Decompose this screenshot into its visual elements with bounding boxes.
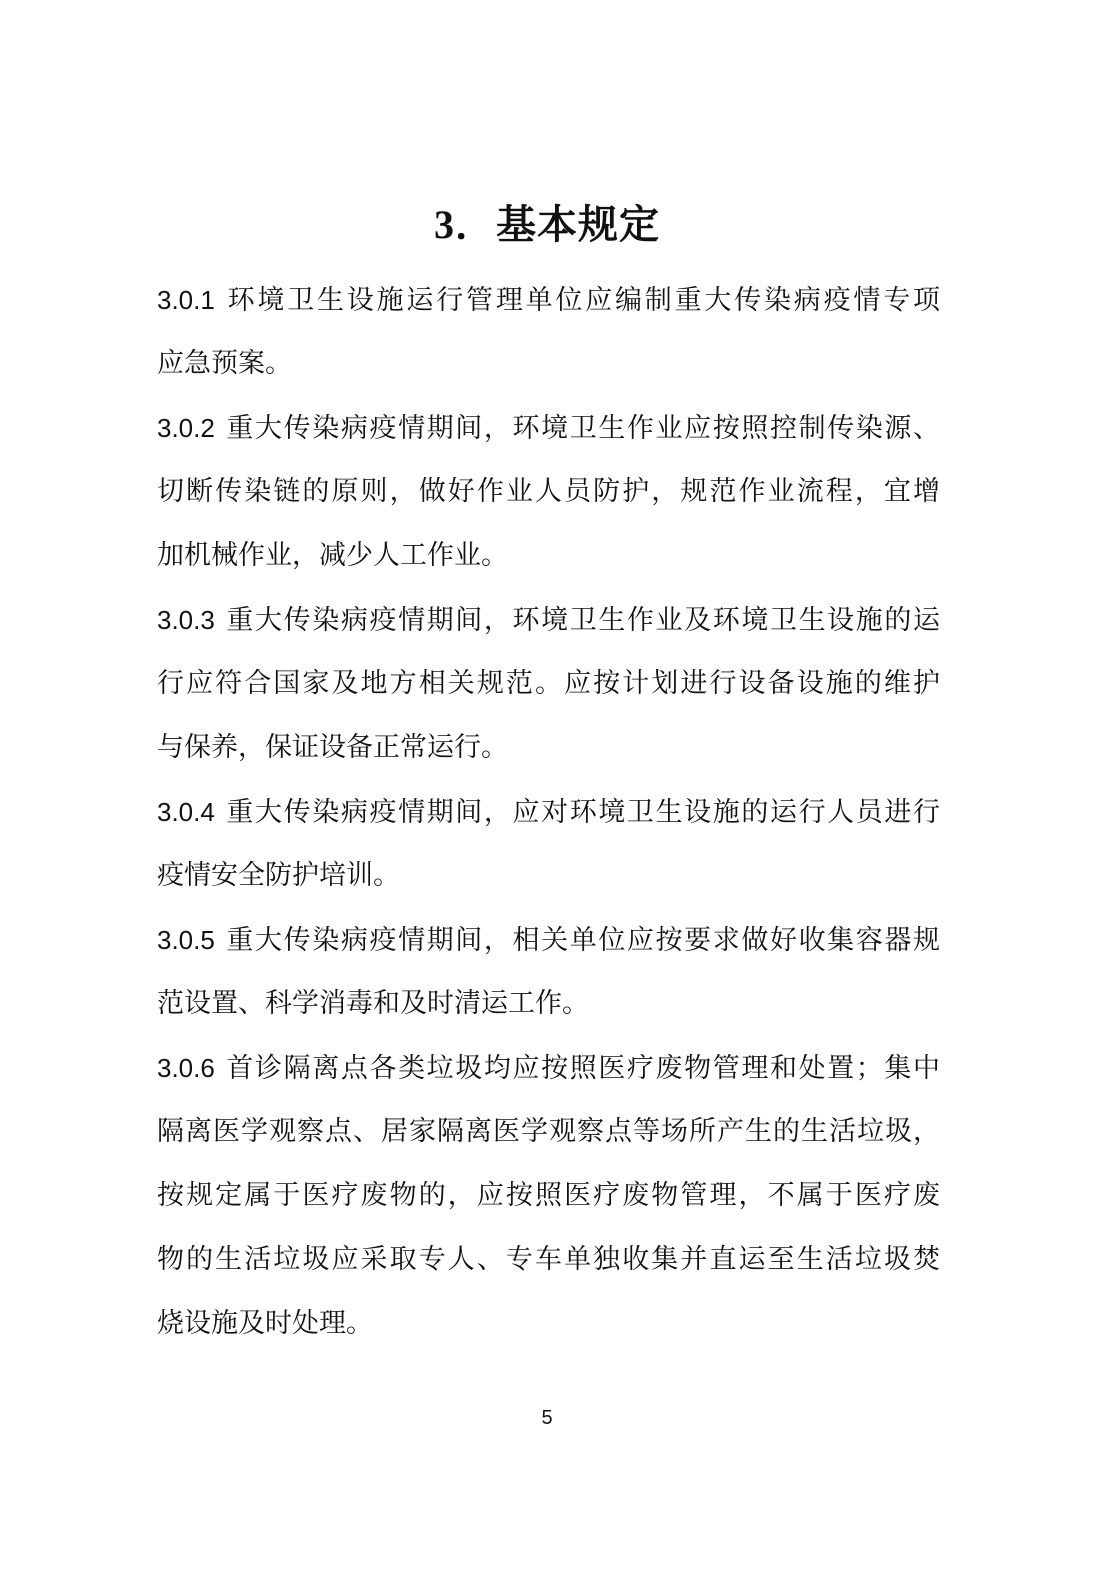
clause-number: 3.0.5 — [157, 925, 215, 955]
clause-number: 3.0.6 — [157, 1053, 215, 1083]
page-number: 5 — [541, 1407, 553, 1429]
clause-line — [157, 908, 940, 972]
clause-3-0-3 — [157, 588, 940, 780]
clause-line — [157, 780, 940, 844]
clause-line — [157, 268, 940, 332]
clause-text: 首诊隔离点各类垃圾均应按照医疗废物管理和处置；集中 — [224, 1053, 940, 1084]
clause-3-0-2 — [157, 396, 940, 588]
clause-line: 烧设施及时处理。 — [157, 1308, 373, 1339]
clause-text: 重大传染病疫情期间，环境卫生作业及环境卫生设施的运 — [224, 605, 940, 636]
clause-3-0-1 — [157, 268, 940, 396]
clause-text: 重大传染病疫情期间，相关单位应按要求做好收集容器规 — [224, 925, 940, 956]
clause-line: 行应符合国家及地方相关规范。应按计划进行设备设施的维护 — [157, 668, 940, 699]
clause-text: 重大传染病疫情期间，应对环境卫生设施的运行人员进行 — [224, 797, 940, 828]
clause-line: 应急预案。 — [157, 348, 292, 379]
section-title: 3．基本规定 — [434, 202, 660, 247]
clause-line: 隔离医学观察点、居家隔离医学观察点等场所产生的生活垃圾， — [157, 1116, 940, 1147]
clause-line: 加机械作业，减少人工作业。 — [157, 540, 508, 571]
clause-line: 疫情安全防护培训。 — [157, 860, 400, 891]
clause-text: 重大传染病疫情期间，环境卫生作业应按照控制传染源、 — [224, 413, 940, 444]
clause-number: 3.0.3 — [157, 605, 215, 635]
clause-3-0-4 — [157, 780, 940, 908]
clause-line — [157, 588, 940, 652]
clause-3-0-5 — [157, 908, 940, 1036]
clause-line: 与保养，保证设备正常运行。 — [157, 732, 508, 763]
clause-line: 范设置、科学消毒和及时清运工作。 — [157, 988, 589, 1019]
clause-line: 按规定属于医疗废物的，应按照医疗废物管理，不属于医疗废 — [157, 1180, 940, 1211]
clause-number: 3.0.4 — [157, 797, 215, 827]
clause-3-0-6 — [157, 1036, 940, 1356]
clause-line: 物的生活垃圾应采取专人、专车单独收集并直运至生活垃圾焚 — [157, 1244, 940, 1275]
clause-line — [157, 396, 940, 460]
clause-line: 切断传染链的原则，做好作业人员防护，规范作业流程，宜增 — [157, 476, 940, 507]
clause-number: 3.0.1 — [157, 285, 215, 315]
clause-number: 3.0.2 — [157, 413, 215, 443]
section-body — [157, 268, 940, 1356]
clause-line — [157, 1036, 940, 1100]
clause-text: 环境卫生设施运行管理单位应编制重大传染病疫情专项 — [224, 285, 940, 316]
